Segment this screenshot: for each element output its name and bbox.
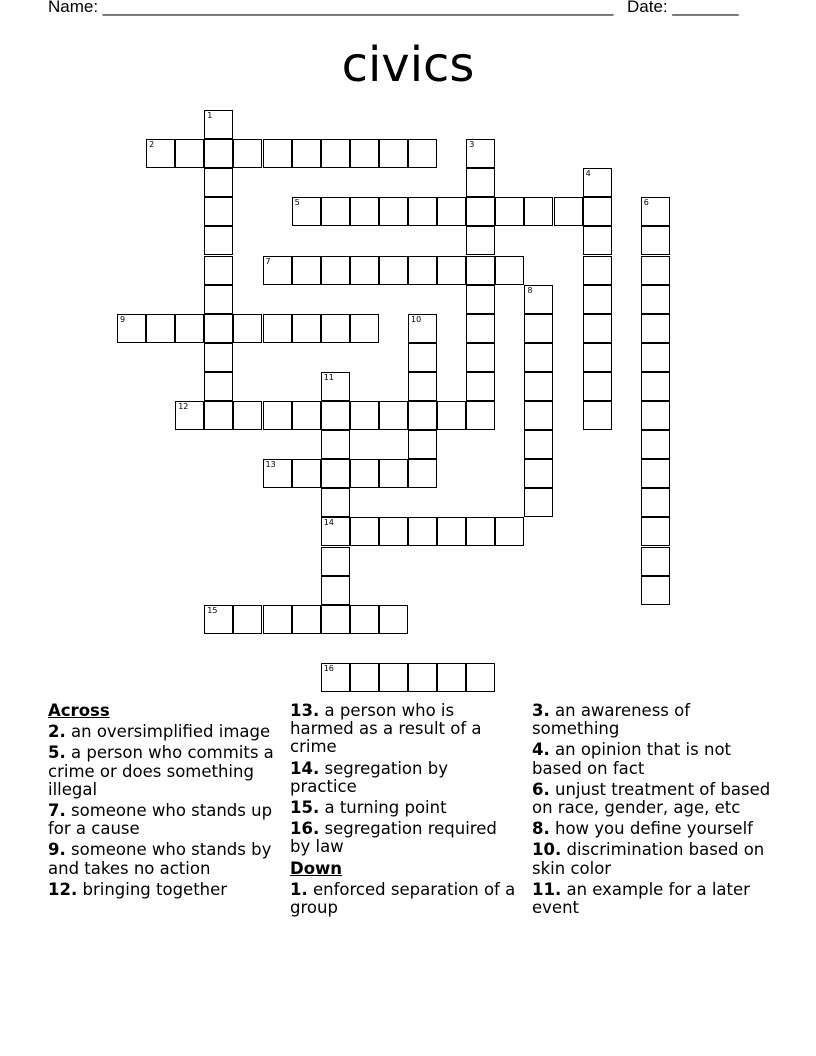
grid-cell[interactable] [321,430,350,459]
grid-cell[interactable] [408,256,437,285]
grid-cell[interactable] [408,459,437,488]
grid-cell[interactable] [524,372,553,401]
grid-cell[interactable] [321,197,350,226]
grid-cell[interactable] [233,605,262,634]
grid-cell[interactable] [641,459,670,488]
cell-number: 11 [323,372,334,382]
clue-number: 14. [290,758,320,778]
cell-number: 2 [149,140,155,150]
grid-cell[interactable] [524,285,553,314]
grid-cell[interactable] [204,605,233,634]
grid-cell[interactable] [437,517,466,546]
clue-text: how you define yourself [555,819,753,839]
clue-text: an awareness of something [532,701,691,739]
clue-text: a person who commits a crime or does something illegal [48,743,274,799]
grid-cell[interactable] [641,285,670,314]
grid-cell[interactable] [524,430,553,459]
grid-cell[interactable] [350,314,379,343]
cell-number: 15 [207,605,218,615]
grid-cell[interactable] [204,372,233,401]
grid-cell[interactable] [466,314,495,343]
clue-number: 4. [532,740,550,760]
clue-column-3 [532,702,782,920]
grid-cell[interactable] [204,256,233,285]
clue-across-2 [48,723,298,741]
grid-cell[interactable] [379,197,408,226]
clue-column-2 [290,702,518,920]
clue-number: 15. [290,798,320,818]
grid-cell[interactable] [408,343,437,372]
grid-cell[interactable] [263,139,292,168]
grid-cell[interactable] [466,197,495,226]
grid-cell[interactable] [321,663,350,692]
clue-text: someone who stands up for a cause [48,801,273,839]
clue-text: an oversimplified image [71,722,271,742]
cell-number: 3 [469,140,475,150]
grid-cell[interactable] [641,488,670,517]
grid-cell[interactable] [641,256,670,285]
clue-down-1 [290,881,518,917]
grid-cell[interactable] [175,139,204,168]
grid-cell[interactable] [583,343,612,372]
grid-cell[interactable] [408,430,437,459]
grid-cell[interactable] [524,343,553,372]
grid-cell[interactable] [408,197,437,226]
grid-cell[interactable] [466,517,495,546]
grid-cell[interactable] [321,517,350,546]
clue-across-7 [48,802,298,838]
grid-cell[interactable] [641,517,670,546]
grid-cell[interactable] [466,139,495,168]
grid-cell[interactable] [321,459,350,488]
clue-number: 10. [532,840,562,860]
clue-across-9 [48,841,298,877]
clue-text: unjust treatment of based on race, gender, age, etc [532,779,771,818]
clue-text: a turning point [324,798,447,818]
grid-cell[interactable] [379,663,408,692]
grid-cell[interactable] [263,605,292,634]
clue-down-4 [532,741,782,777]
grid-cell[interactable] [204,197,233,226]
grid-cell[interactable] [321,314,350,343]
clue-down-10 [532,841,782,877]
cell-number: 13 [265,460,276,470]
grid-cell[interactable] [495,197,524,226]
grid-cell[interactable] [204,110,233,139]
grid-cell[interactable] [524,488,553,517]
clue-across-16 [290,820,518,856]
name-line: Name: ______________________________________________________ [48,0,614,16]
cell-number: 1 [207,111,213,120]
grid-cell[interactable] [204,343,233,372]
grid-cell[interactable] [495,256,524,285]
grid-cell[interactable] [146,314,175,343]
date-line: Date: _______ [627,0,739,16]
clue-number: 7. [48,801,66,821]
clue-number: 8. [532,819,550,839]
cell-number: 9 [120,314,126,324]
clue-text: enforced separation of a group [290,879,516,918]
grid-cell[interactable] [233,139,262,168]
grid-cell[interactable] [583,314,612,343]
grid-cell[interactable] [408,663,437,692]
grid-cell[interactable] [175,401,204,430]
grid-cell[interactable] [583,285,612,314]
grid-cell[interactable] [583,197,612,226]
grid-cell[interactable] [641,547,670,576]
grid-cell[interactable] [321,488,350,517]
cell-number: 10 [411,314,422,324]
grid-cell[interactable] [379,401,408,430]
grid-cell[interactable] [263,401,292,430]
grid-cell[interactable] [321,256,350,285]
grid-cell[interactable] [350,401,379,430]
clue-across-14 [290,760,518,796]
cell-number: 6 [643,198,649,208]
grid-cell[interactable] [466,256,495,285]
grid-cell[interactable] [466,285,495,314]
grid-cell[interactable] [146,139,175,168]
grid-cell[interactable] [321,139,350,168]
clue-text: segregation required by law [290,819,497,857]
grid-cell[interactable] [379,459,408,488]
clue-number: 11. [532,879,562,899]
grid-cell[interactable] [263,314,292,343]
clue-number: 13. [290,701,320,720]
grid-cell[interactable] [263,459,292,488]
grid-cell[interactable] [233,314,262,343]
grid-cell[interactable] [292,139,321,168]
clue-number: 3. [532,701,550,720]
grid-cell[interactable] [408,401,437,430]
clue-number: 2. [48,722,66,742]
grid-cell[interactable] [379,139,408,168]
clue-across-13 [290,702,518,757]
grid-cell[interactable] [117,314,146,343]
grid-cell[interactable] [437,663,466,692]
cell-number: 5 [294,198,300,208]
grid-cell[interactable] [437,256,466,285]
grid-cell[interactable] [350,459,379,488]
grid-cell[interactable] [233,401,262,430]
clue-text: a person who is harmed as a result of a crime [290,701,482,757]
down-heading: Down [290,858,343,878]
clue-down-11 [532,881,782,917]
cell-number: 8 [527,285,533,295]
grid-cell[interactable] [641,226,670,255]
grid-cell[interactable] [408,372,437,401]
grid-cell[interactable] [350,517,379,546]
grid-cell[interactable] [292,197,321,226]
grid-cell[interactable] [583,226,612,255]
grid-cell[interactable] [554,197,583,226]
grid-cell[interactable] [466,168,495,197]
grid-cell[interactable] [350,256,379,285]
grid-cell[interactable] [292,459,321,488]
grid-cell[interactable] [321,401,350,430]
grid-cell[interactable] [379,256,408,285]
cell-number: 14 [323,518,334,528]
grid-cell[interactable] [524,459,553,488]
grid-cell[interactable] [583,168,612,197]
grid-cell[interactable] [641,314,670,343]
grid-cell[interactable] [466,401,495,430]
grid-cell[interactable] [641,343,670,372]
clue-across-12 [48,881,298,899]
grid-cell[interactable] [466,372,495,401]
cell-number: 12 [178,402,189,411]
grid-cell[interactable] [204,139,233,168]
grid-cell[interactable] [641,372,670,401]
grid-cell[interactable] [204,401,233,430]
clue-down-6 [532,781,782,817]
grid-cell[interactable] [466,663,495,692]
clue-number: 6. [532,779,550,799]
grid-cell[interactable] [641,401,670,430]
grid-cell[interactable] [204,285,233,314]
clue-number: 12. [48,879,78,899]
grid-cell[interactable] [204,226,233,255]
grid-cell[interactable] [641,576,670,605]
grid-cell[interactable] [437,401,466,430]
clue-down-3 [532,702,782,738]
grid-cell[interactable] [583,401,612,430]
grid-cell[interactable] [292,605,321,634]
clue-text: segregation by practice [290,758,448,796]
clue-text: an opinion that is not based on fact [532,740,732,778]
clue-across-5 [48,744,298,799]
clue-text: an example for a later event [532,879,750,918]
puzzle-title: civics [341,37,475,93]
cell-number: 7 [265,256,271,266]
grid-cell[interactable] [321,605,350,634]
across-heading: Across [48,701,110,720]
grid-cell[interactable] [408,139,437,168]
clue-text: discrimination based on skin color [532,840,765,878]
grid-cell[interactable] [408,517,437,546]
grid-cell[interactable] [524,401,553,430]
grid-cell[interactable] [641,430,670,459]
grid-cell[interactable] [204,314,233,343]
clue-across-15 [290,799,518,817]
clue-down-8 [532,820,782,838]
grid-cell[interactable] [466,226,495,255]
grid-cell[interactable] [321,576,350,605]
clue-text: someone who stands by and takes no action [48,840,272,878]
grid-cell[interactable] [321,372,350,401]
grid-cell[interactable] [408,314,437,343]
grid-cell[interactable] [175,314,204,343]
grid-cell[interactable] [350,663,379,692]
grid-cell[interactable] [350,605,379,634]
grid-cell[interactable] [524,197,553,226]
grid-cell[interactable] [350,197,379,226]
grid-cell[interactable] [292,401,321,430]
grid-cell[interactable] [350,139,379,168]
cell-number: 4 [585,169,591,179]
clue-number: 16. [290,819,320,839]
grid-cell[interactable] [641,197,670,226]
grid-cell[interactable] [437,197,466,226]
cell-number: 16 [323,663,334,673]
grid-cell[interactable] [292,256,321,285]
grid-cell[interactable] [321,547,350,576]
grid-cell[interactable] [583,372,612,401]
grid-cell[interactable] [379,605,408,634]
grid-cell[interactable] [292,314,321,343]
grid-cell[interactable] [466,343,495,372]
grid-cell[interactable] [263,256,292,285]
clue-text: bringing together [82,879,228,899]
clue-number: 5. [48,743,66,763]
grid-cell[interactable] [495,517,524,546]
clue-number: 1. [290,879,308,899]
grid-cell[interactable] [524,314,553,343]
grid-cell[interactable] [204,168,233,197]
grid-cell[interactable] [379,517,408,546]
clue-number: 9. [48,840,66,860]
grid-cell[interactable] [583,256,612,285]
clue-column-1 [48,702,298,902]
